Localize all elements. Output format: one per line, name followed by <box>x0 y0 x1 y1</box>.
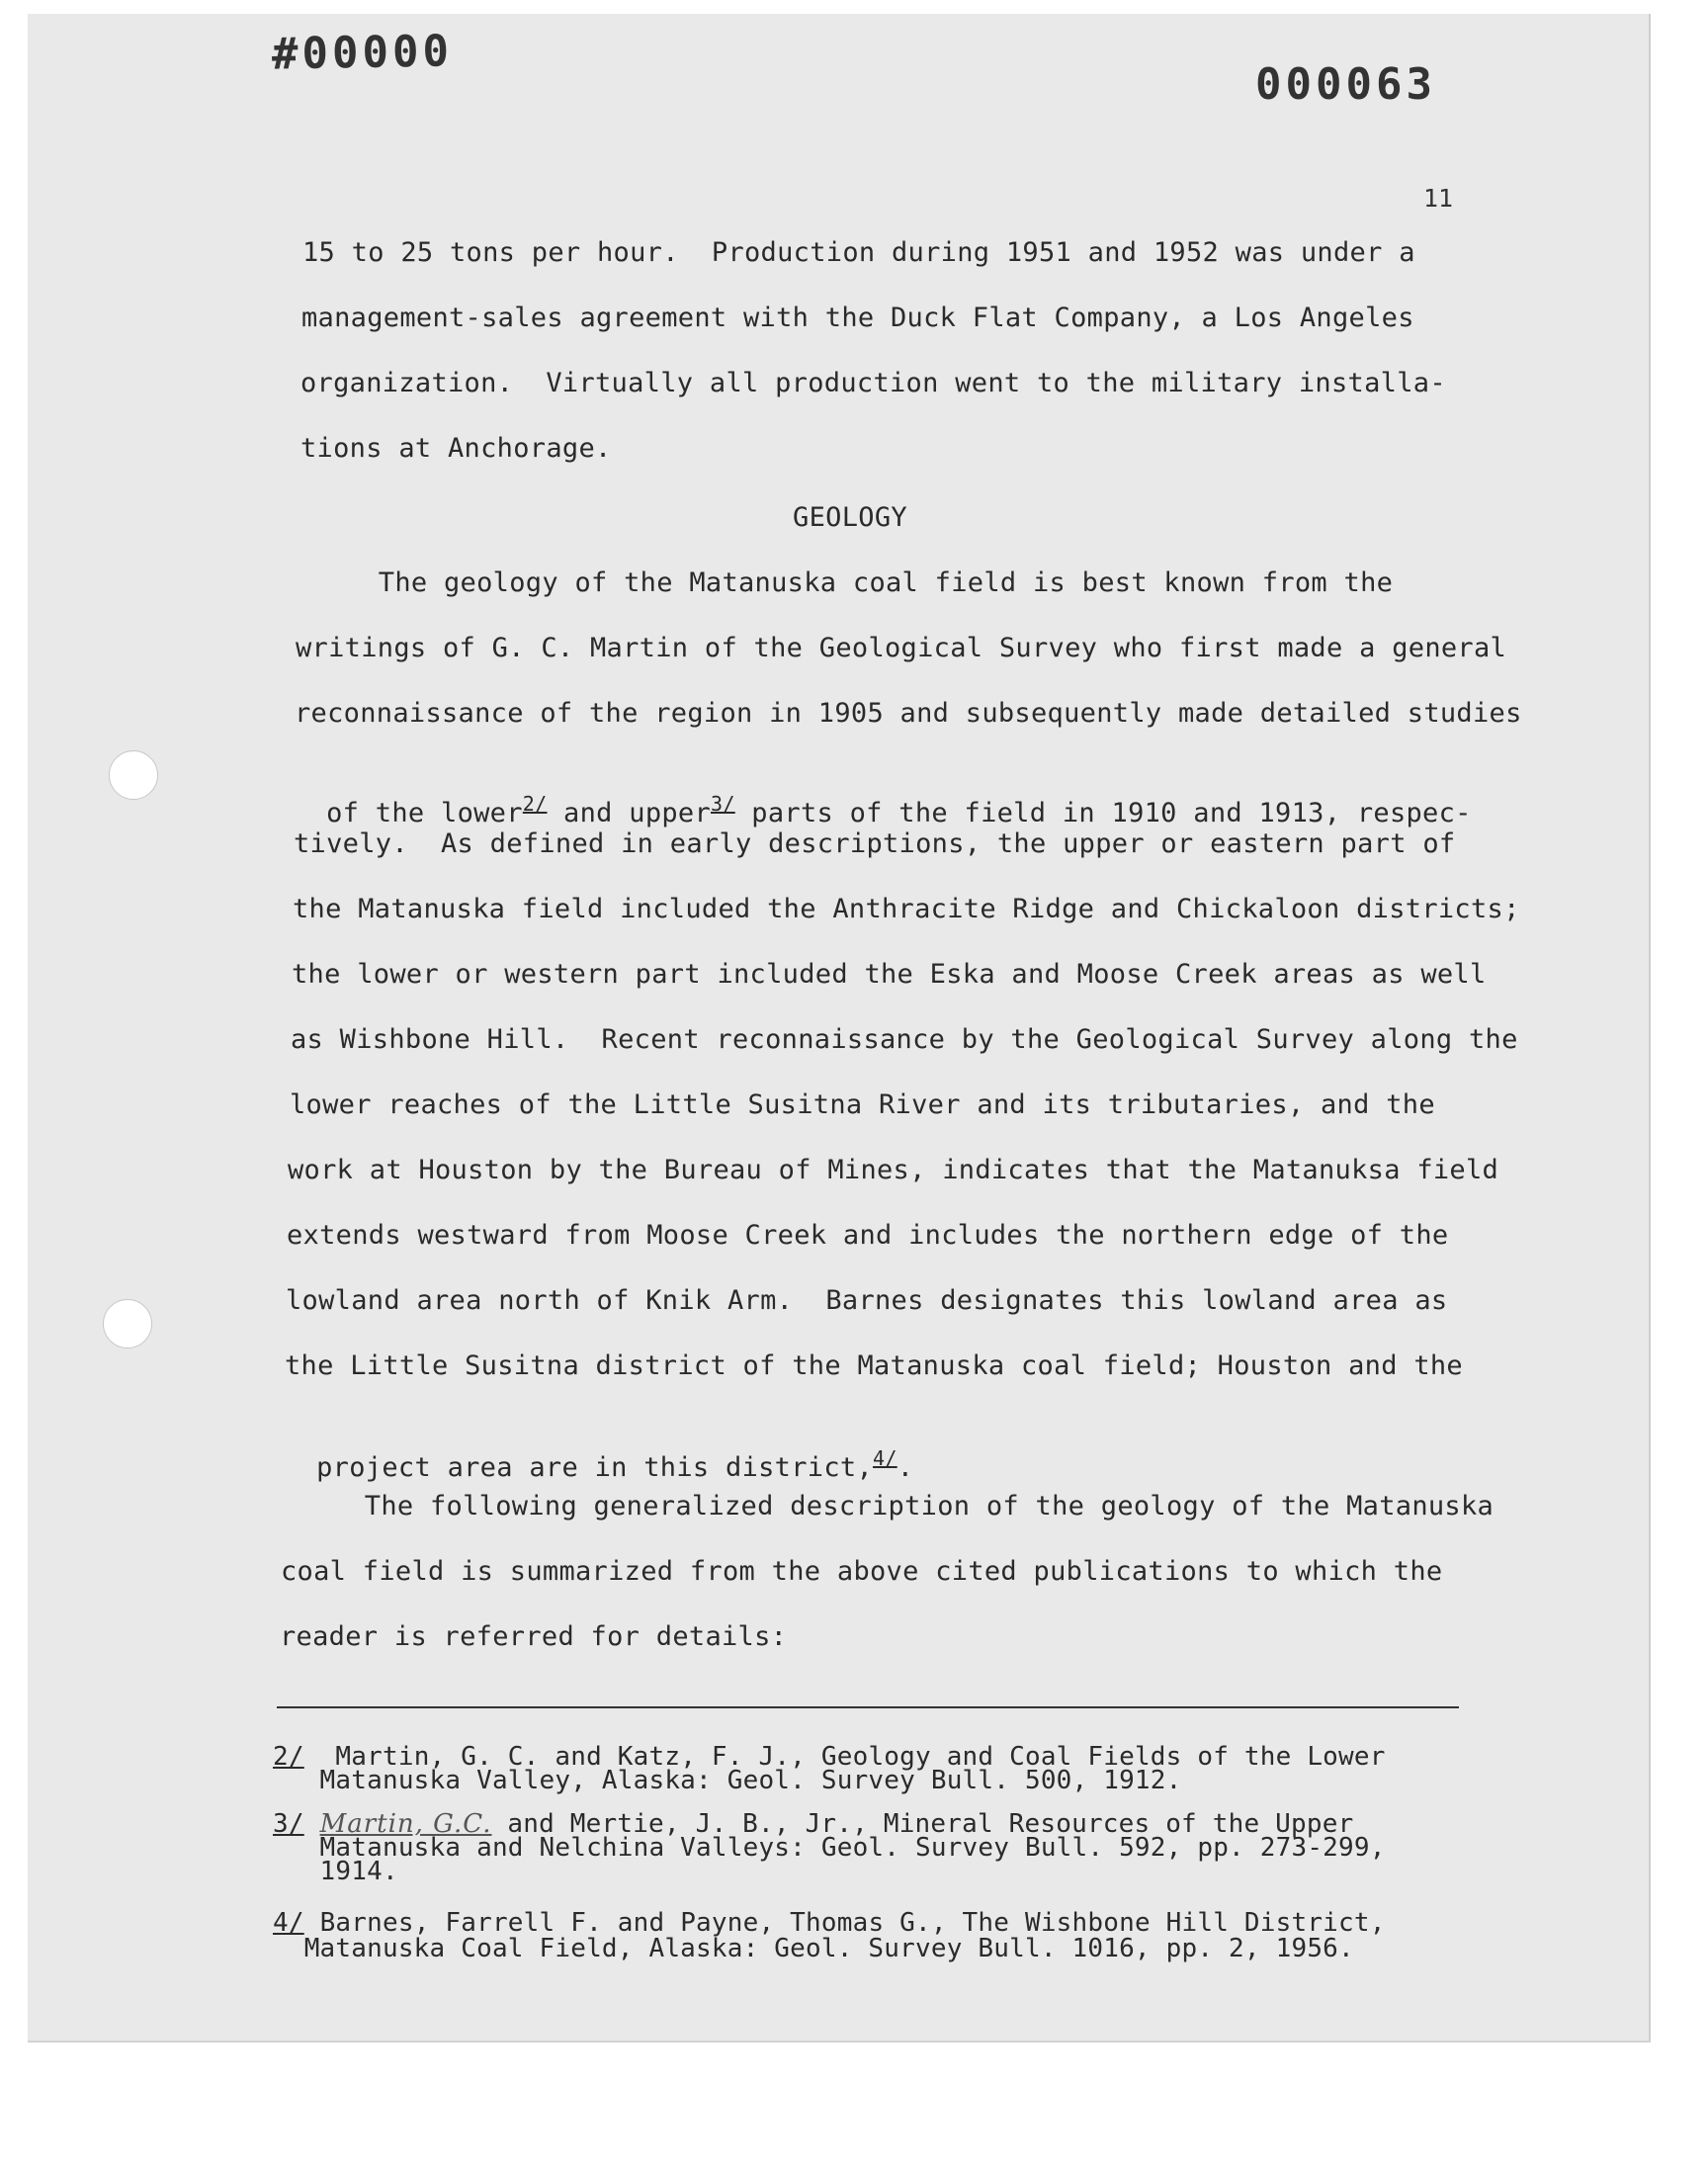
footnote-text: Matanuska and Nelchina Valleys: Geol. Survey Bull. 592, pp. 273-299, <box>273 1833 1386 1863</box>
body-line: extends westward from Moose Creek and includes the northern edge of the <box>287 1220 1449 1251</box>
body-line: 15 to 25 tons per hour. Production during 1951 and 1952 was under a <box>302 237 1415 268</box>
footnote-2 <box>273 1742 1386 1795</box>
punch-hole-top <box>109 750 158 800</box>
body-line: the lower or western part included the Eska and Moose Creek areas as well <box>292 959 1487 990</box>
body-line: as Wishbone Hill. Recent reconnaissance by the Geological Survey along the <box>291 1024 1518 1055</box>
footnote-text: 1914. <box>273 1857 398 1886</box>
section-heading: GEOLOGY <box>793 502 907 533</box>
footnote-divider <box>277 1706 1459 1708</box>
footnote-number: 4/ <box>273 1908 304 1938</box>
text-run: of the lower <box>326 798 523 828</box>
text-run: . <box>897 1452 914 1483</box>
page-number: 11 <box>1423 184 1454 213</box>
body-line <box>294 761 1708 828</box>
body-line: coal field is summarized from the above cited publications to which the <box>281 1556 1443 1587</box>
footnote-text: Martin, G. C. and Katz, F. J., Geology and Coal Fields of the Lower <box>303 1742 1386 1772</box>
footnote-ref: 2/ <box>522 792 548 816</box>
stamp-right: 000063 <box>1255 59 1436 110</box>
body-line: The geology of the Matanuska coal field is best known from the <box>297 567 1394 598</box>
footnote-4 <box>273 1908 1386 1963</box>
footnote-text: and Mertie, J. B., Jr., Mineral Resources of the Upper <box>491 1809 1354 1839</box>
body-line: reconnaissance of the region in 1905 and subsequently made detailed studies <box>295 698 1522 729</box>
handwritten-annotation: Martin, G.C. <box>319 1809 492 1839</box>
body-line: the Little Susitna district of the Matanuska coal field; Houston and the <box>285 1350 1463 1381</box>
footnote-text: Barnes, Farrell F. and Payne, Thomas G., The Wishbone Hill District, <box>303 1908 1386 1938</box>
body-line: tively. As defined in early descriptions, the upper or eastern part of <box>294 828 1456 859</box>
body-line: writings of G. C. Martin of the Geological Survey who first made a general <box>296 633 1507 663</box>
body-line: the Matanuska field included the Anthracite Ridge and Chickaloon districts; <box>293 894 1520 924</box>
punch-hole-bottom <box>103 1299 152 1348</box>
body-line: lowland area north of Knik Arm. Barnes designates this lowland area as <box>286 1285 1448 1316</box>
footnote-number: 3/ <box>273 1809 304 1839</box>
stamp-left: #00000 <box>271 26 454 80</box>
text-run: and upper <box>547 798 712 828</box>
footnote-text: Matanuska Coal Field, Alaska: Geol. Survey Bull. 1016, pp. 2, 1956. <box>273 1934 1354 1963</box>
body-line: tions at Anchorage. <box>300 433 612 464</box>
body-line: organization. Virtually all production went to the military installa- <box>300 368 1446 398</box>
text-run: project area are in this district, <box>316 1452 874 1483</box>
body-line: The following generalized description of the geology of the Matanuska <box>283 1491 1494 1522</box>
body-line: management-sales agreement with the Duck Flat Company, a Los Angeles <box>301 303 1414 333</box>
footnote-ref: 4/ <box>873 1446 897 1470</box>
body-line: reader is referred for details: <box>280 1621 788 1652</box>
body-line: work at Houston by the Bureau of Mines, indicates that the Matanuksa field <box>288 1155 1499 1185</box>
footnote-ref: 3/ <box>711 792 735 816</box>
body-line: lower reaches of the Little Susitna River and its tributaries, and the <box>290 1089 1435 1120</box>
text-run: parts of the field in 1910 and 1913, respec- <box>734 798 1472 828</box>
footnote-3 <box>273 1809 1386 1886</box>
body-line <box>284 1416 1708 1483</box>
footnote-number: 2/ <box>273 1742 304 1772</box>
footnote-text: Matanuska Valley, Alaska: Geol. Survey Bull. 500, 1912. <box>273 1766 1182 1795</box>
